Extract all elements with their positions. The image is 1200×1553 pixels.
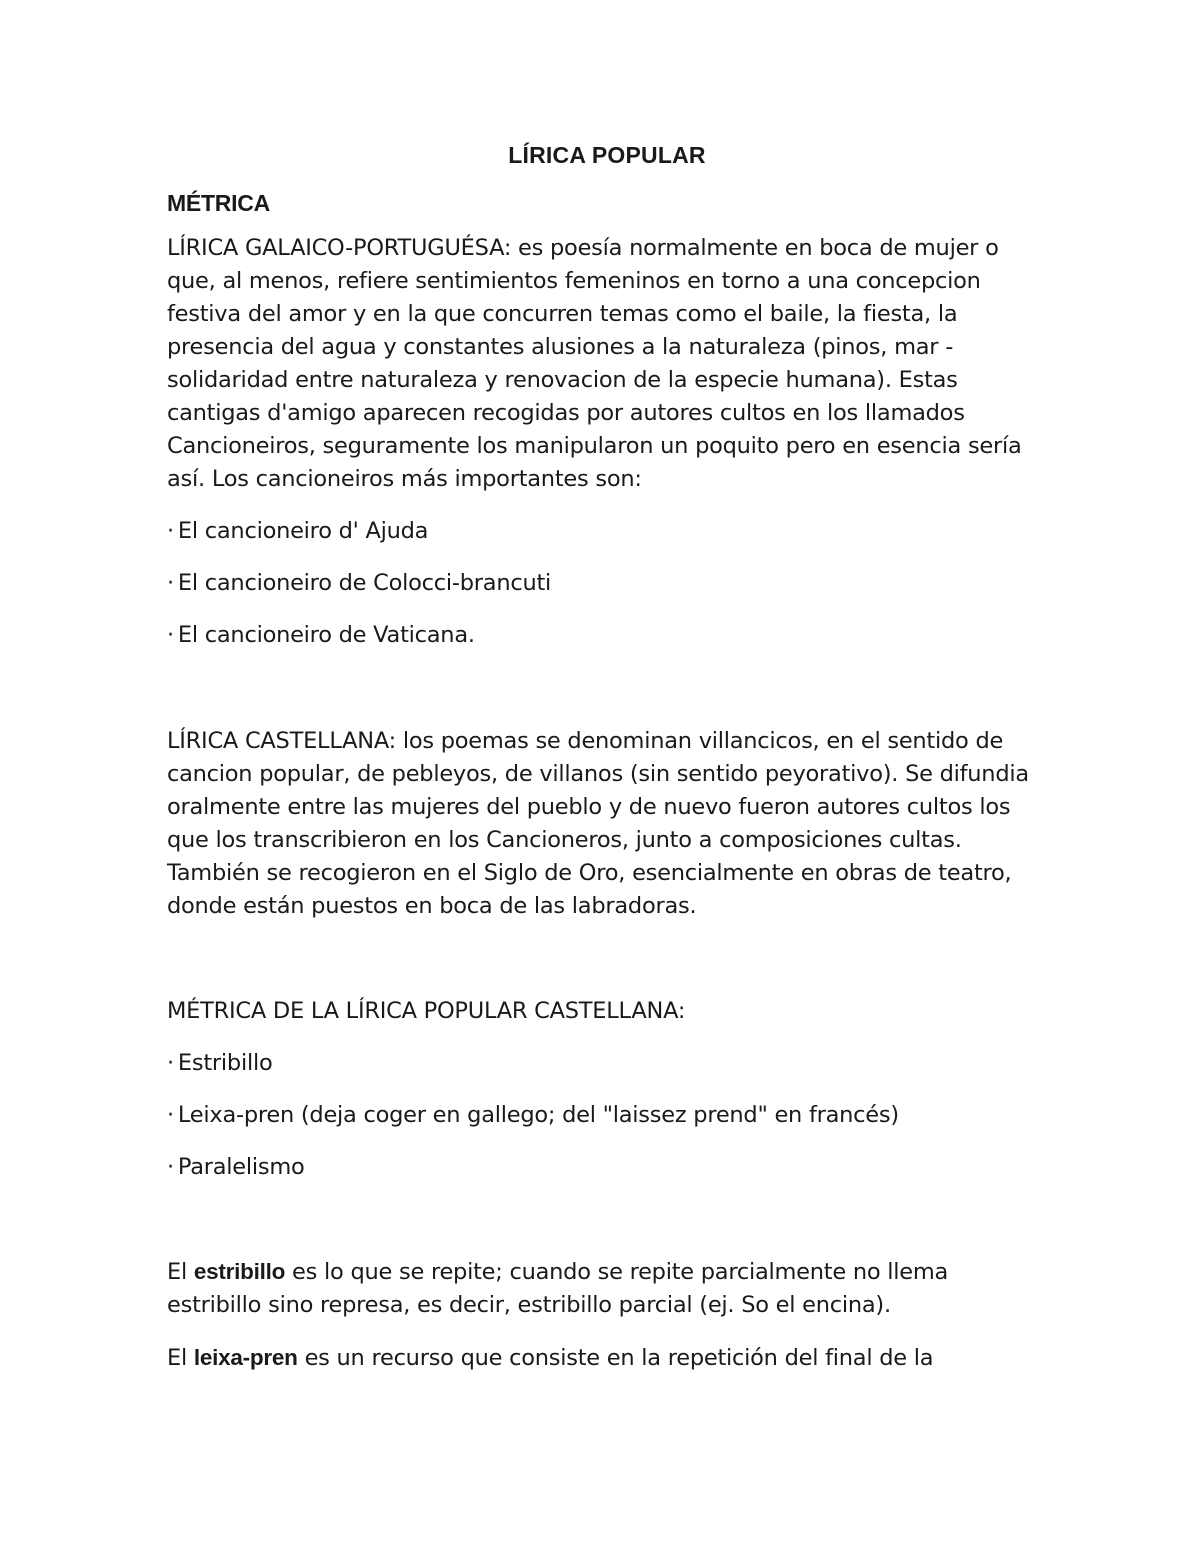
metrica-subheading: MÉTRICA [167, 190, 271, 216]
list-item-label: El cancioneiro de Vaticana. [177, 622, 475, 648]
list-item [167, 1151, 1047, 1184]
list-item-label: Leixa-pren (deja coger en gallego; del "laissez prend" en francés) [177, 1102, 899, 1128]
list-item-label: El cancioneiro de Colocci-brancuti [177, 570, 552, 596]
list-item [167, 567, 1047, 600]
bullet-icon: · [167, 1050, 174, 1076]
paragraph-prefix: El [167, 1345, 194, 1371]
blank-line [167, 942, 1047, 995]
list-item [167, 619, 1047, 652]
list-item [167, 1047, 1047, 1080]
paragraph-text: es un recurso que consiste en la repetición del final de la [297, 1345, 934, 1371]
paragraph-text: es lo que se repite; cuando se repite parcialmente no llema estribillo sino represa, es decir, estribillo parcial (ej. So el encina). [167, 1259, 949, 1318]
galaico-portuguesa-paragraph: LÍRICA GALAICO-PORTUGUÉSA: es poesía normalmente en boca de mujer o que, al menos, refiere sentimientos femeninos en torno a una concepcion festiva del amor y en la que concurren temas como el baile, la fiesta, la presencia del agua y constantes alusiones a la naturaleza (pinos, mar - solidaridad entre naturaleza y renovacion de la especie humana). Estas cantigas d'amigo aparecen recogidas por autores cultos en los llamados Cancioneiros, seguramente los manipularon un poquito pero en esencia sería así. Los cancioneiros más importantes son: [167, 235, 1022, 492]
paragraph-prefix: El [167, 1259, 194, 1285]
blank-line [167, 671, 1047, 725]
bullet-icon: · [167, 570, 174, 596]
document-title: LÍRICA POPULAR [508, 142, 706, 168]
leixa-pren-paragraph [167, 1341, 1047, 1375]
list-item-label: El cancioneiro d' Ajuda [177, 518, 429, 544]
metrica-castellana-heading: MÉTRICA DE LA LÍRICA POPULAR CASTELLANA: [167, 998, 686, 1024]
document-content [167, 140, 1047, 1394]
term-estribillo: estribillo [193, 1259, 286, 1284]
list-item-label: Paralelismo [177, 1154, 305, 1180]
term-leixa-pren: leixa-pren [193, 1345, 298, 1370]
list-item [167, 1099, 1047, 1132]
bullet-icon: · [167, 622, 174, 648]
castellana-paragraph: LÍRICA CASTELLANA: los poemas se denominan villancicos, en el sentido de cancion popular, de pebleyos, de villanos (sin sentido peyorativo). Se difundia oralmente entre las mujeres del pueblo y de nuevo fueron autores cultos los que los transcribieron en los Cancioneros, junto a composiciones cultas. También se recogieron en el Siglo de Oro, esencialmente en obras de teatro, donde están puestos en boca de las labradoras. [167, 728, 1029, 919]
bullet-icon: · [167, 1102, 174, 1128]
list-item-label: Estribillo [177, 1050, 273, 1076]
bullet-icon: · [167, 1154, 174, 1180]
blank-line [167, 1203, 1047, 1255]
estribillo-paragraph [167, 1255, 1047, 1322]
list-item [167, 515, 1047, 548]
bullet-icon: · [167, 518, 174, 544]
